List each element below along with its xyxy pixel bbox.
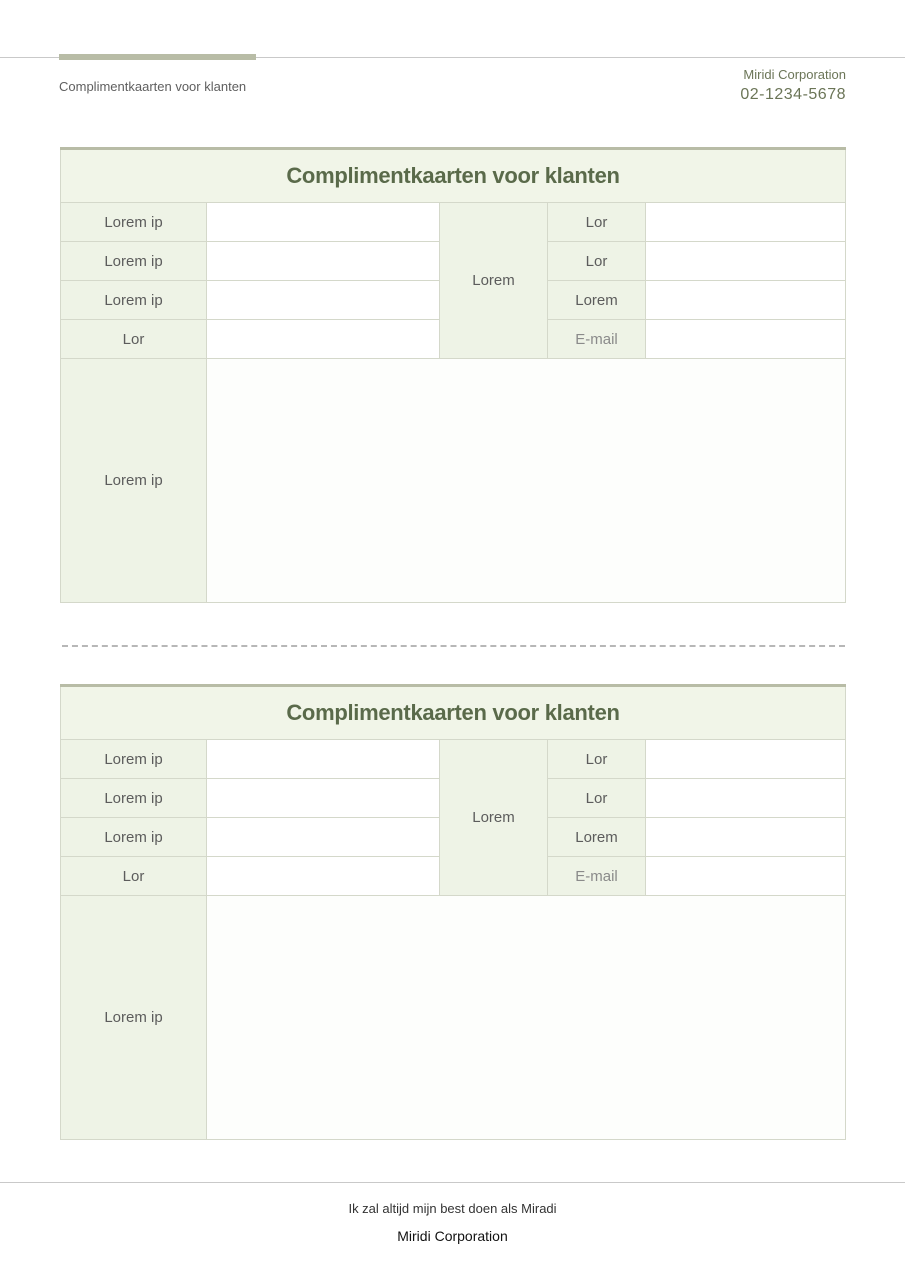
footer-company: Miridi Corporation (397, 1228, 508, 1244)
field-input[interactable] (646, 203, 846, 242)
footer-slogan: Ik zal altijd mijn best doen als Miradi (348, 1201, 557, 1216)
bottom-divider (0, 1182, 905, 1183)
field-input[interactable] (646, 242, 846, 281)
field-input[interactable] (207, 818, 440, 857)
cut-line (62, 645, 845, 647)
memo-field[interactable] (207, 896, 846, 1140)
field-input[interactable] (207, 779, 440, 818)
field-label: Lor (61, 857, 207, 896)
field-label: Lorem ip (61, 779, 207, 818)
field-input[interactable] (646, 818, 846, 857)
field-label: Lor (548, 203, 646, 242)
field-input[interactable] (207, 242, 440, 281)
field-label: Lorem (548, 818, 646, 857)
header-accent-bar (59, 54, 256, 60)
middle-label: Lorem (440, 740, 548, 896)
header-phone: 02-1234-5678 (740, 86, 846, 103)
header-company: Miridi Corporation (743, 67, 846, 82)
card-title: Complimentkaarten voor klanten (61, 149, 846, 203)
field-label: Lorem ip (61, 740, 207, 779)
header-title: Complimentkaarten voor klanten (59, 79, 247, 94)
field-input[interactable] (207, 857, 440, 896)
memo-label: Lorem ip (61, 896, 207, 1140)
field-input[interactable] (646, 281, 846, 320)
field-input[interactable] (207, 320, 440, 359)
field-label: Lor (548, 242, 646, 281)
field-input[interactable] (646, 779, 846, 818)
compliment-card-1 (60, 147, 846, 603)
middle-label: Lorem (440, 203, 548, 359)
field-label: Lorem ip (61, 818, 207, 857)
card-title: Complimentkaarten voor klanten (61, 686, 846, 740)
field-input[interactable] (207, 740, 440, 779)
email-field[interactable] (646, 320, 846, 359)
field-label: Lor (548, 740, 646, 779)
field-input[interactable] (207, 203, 440, 242)
email-field[interactable] (646, 857, 846, 896)
memo-label: Lorem ip (61, 359, 207, 603)
compliment-card-2 (60, 684, 846, 1140)
field-input[interactable] (646, 740, 846, 779)
field-label: Lorem ip (61, 203, 207, 242)
field-label: Lorem ip (61, 242, 207, 281)
field-label: Lorem (548, 281, 646, 320)
memo-field[interactable] (207, 359, 846, 603)
email-label: E-mail (548, 857, 646, 896)
field-label: Lorem ip (61, 281, 207, 320)
email-label: E-mail (548, 320, 646, 359)
field-label: Lor (61, 320, 207, 359)
field-label: Lor (548, 779, 646, 818)
field-input[interactable] (207, 281, 440, 320)
